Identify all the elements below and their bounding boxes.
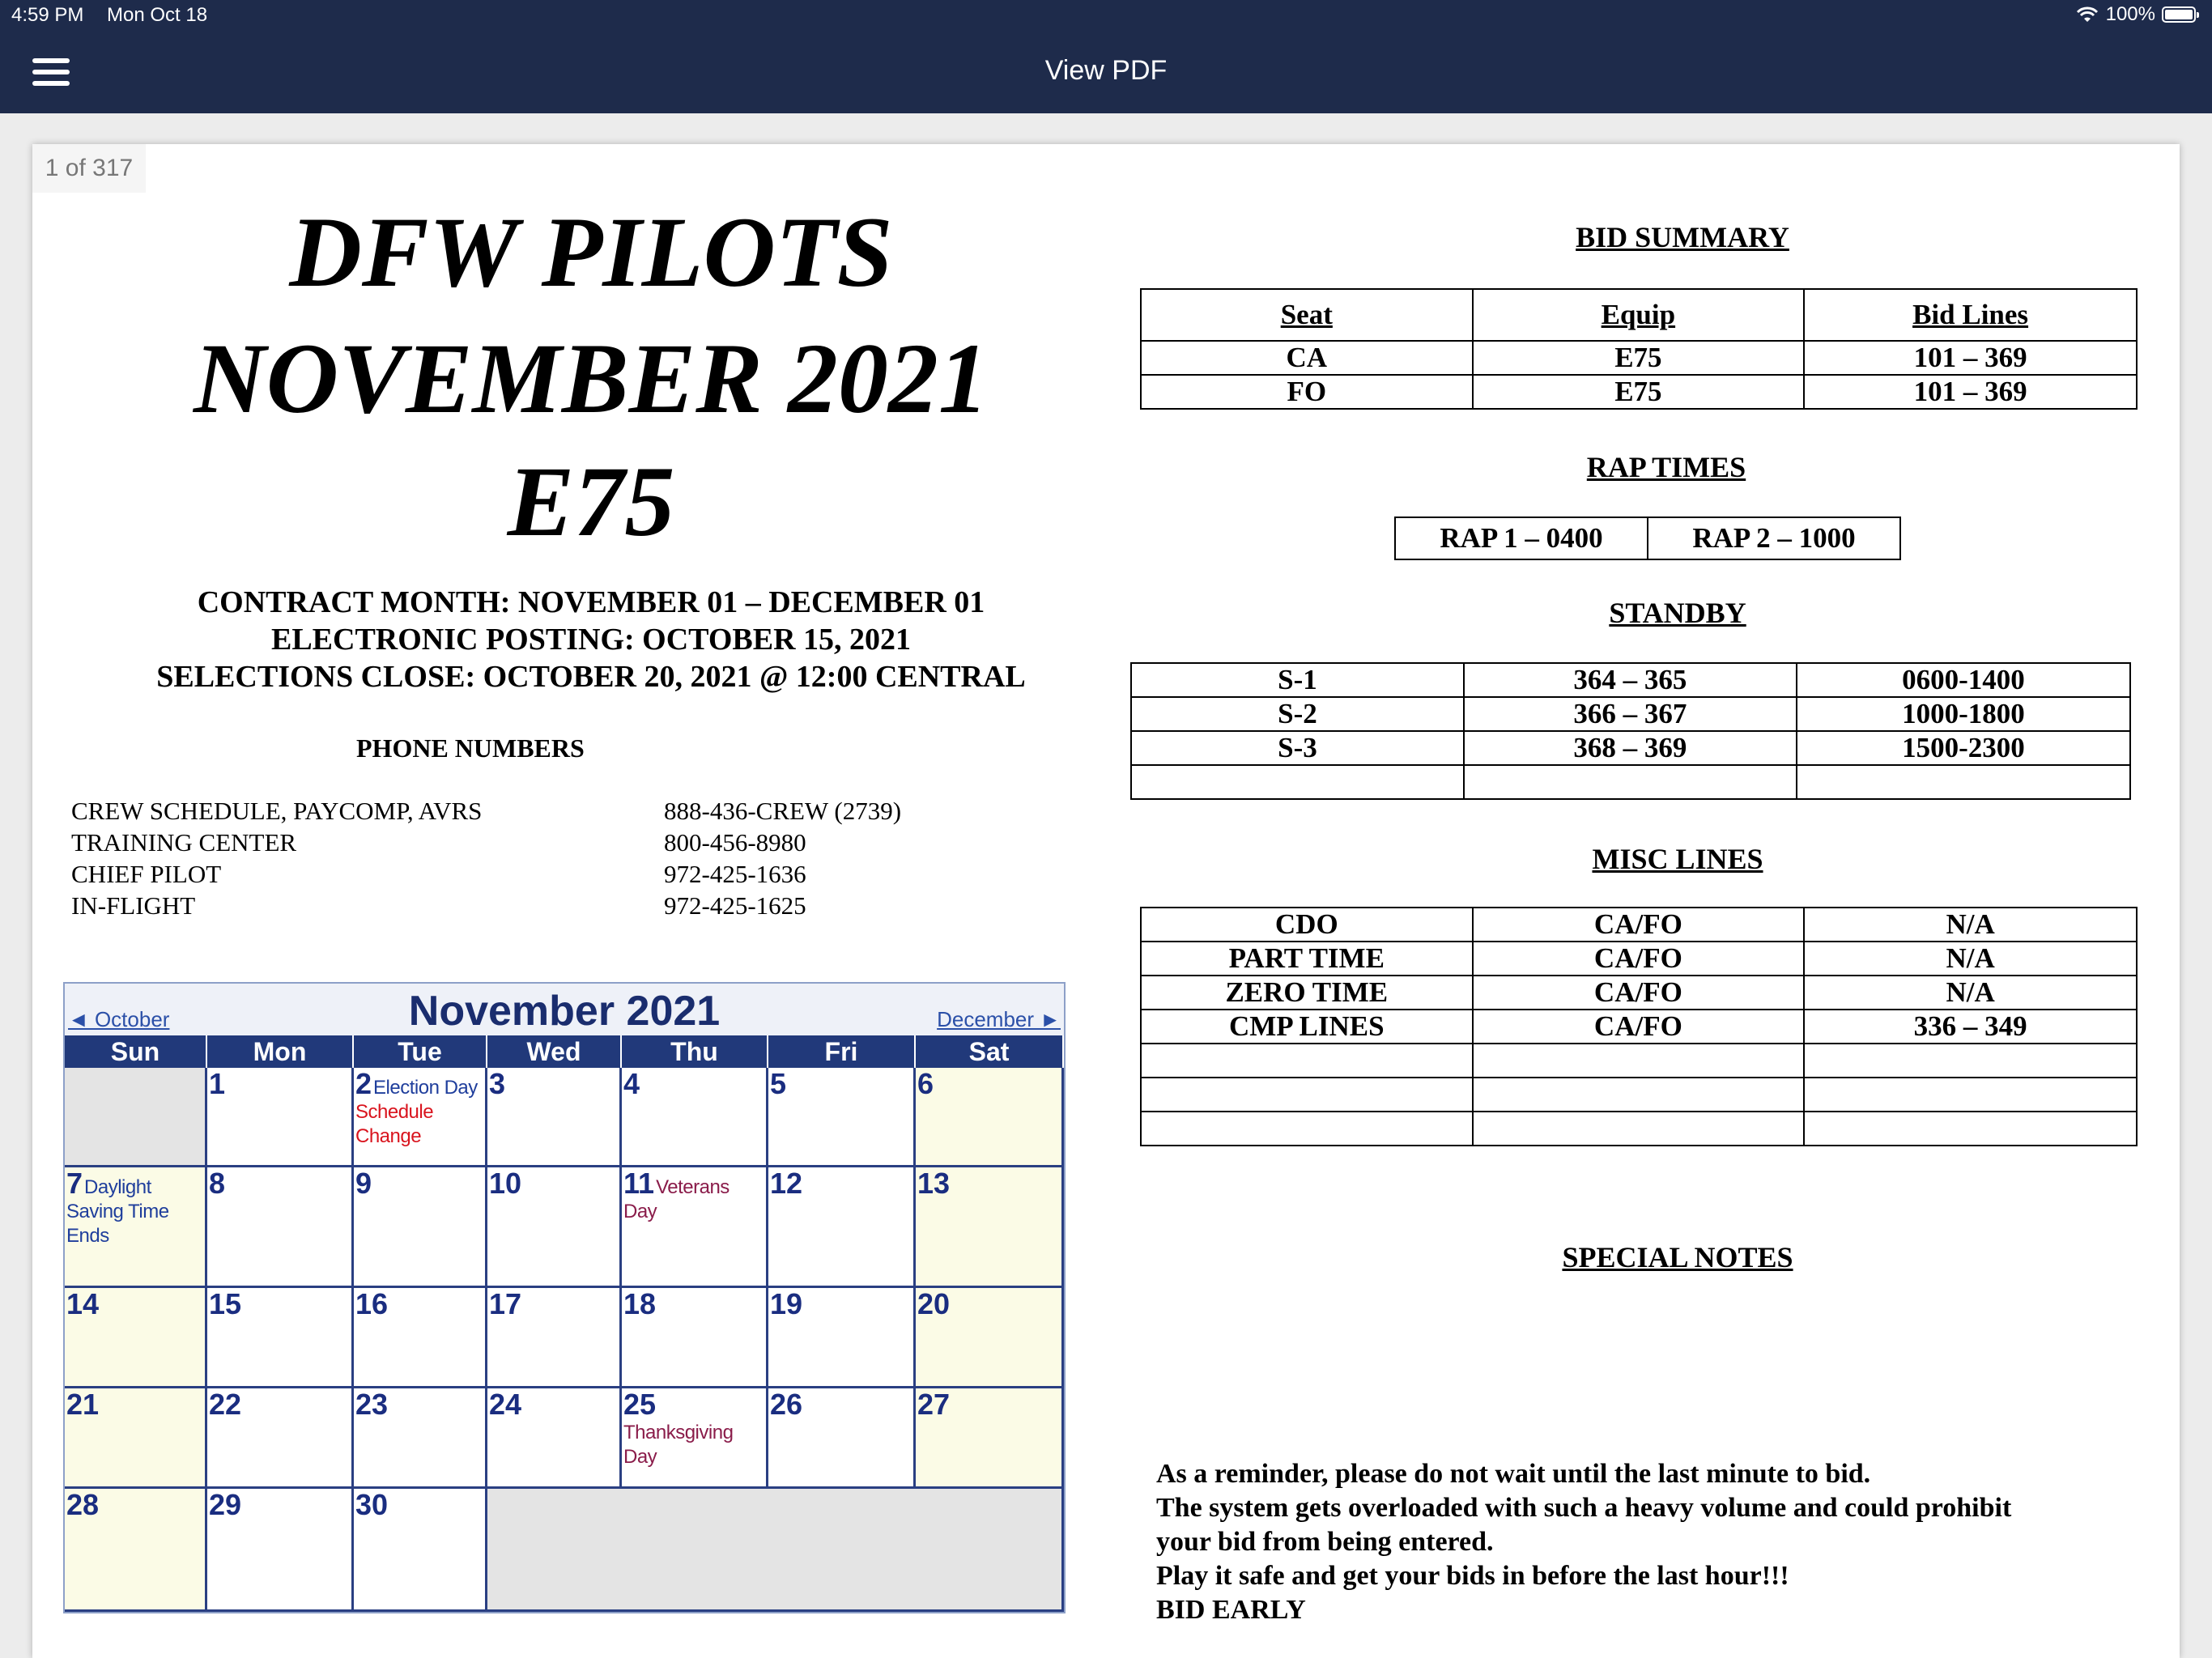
calendar-day[interactable] (207, 1388, 354, 1489)
calendar-day[interactable] (916, 1288, 1064, 1388)
weekday-header: Thu (622, 1035, 768, 1068)
table-cell (1131, 765, 1464, 799)
selections-close: SELECTIONS CLOSE: OCTOBER 20, 2021 @ 12:00 CENTRAL (156, 660, 1026, 694)
title-line-1: DFW PILOTS (289, 197, 893, 308)
table-cell: ZERO TIME (1141, 976, 1473, 1010)
phone-name: TRAINING CENTER (71, 828, 297, 857)
nav-title: View PDF (1044, 55, 1168, 86)
header-seat: Seat (1141, 289, 1473, 341)
table-row (1131, 765, 2130, 799)
battery-icon (2162, 6, 2196, 23)
day-number: 26 (770, 1388, 803, 1421)
day-number: 12 (770, 1167, 803, 1200)
calendar-day[interactable] (622, 1288, 768, 1388)
day-number: 30 (355, 1489, 389, 1521)
day-number: 1 (209, 1068, 226, 1100)
table-cell (1804, 1044, 2137, 1078)
table-row (1141, 1112, 2137, 1146)
table-row (1131, 663, 2130, 697)
phone-number: 972-425-1636 (664, 860, 806, 888)
status-time: 4:59 PM (11, 4, 84, 26)
table-cell: 0600-1400 (1797, 663, 2130, 697)
calendar-day[interactable] (487, 1068, 622, 1167)
phone-number: 888-436-CREW (2739) (664, 797, 902, 825)
nav-bar (0, 32, 2212, 113)
day-number: 7 (66, 1167, 83, 1200)
rap-times-heading: RAP TIMES (1586, 451, 1746, 483)
phone-number: 800-456-8980 (664, 828, 806, 857)
calendar-day[interactable] (354, 1388, 487, 1489)
note-line: Play it safe and get your bids in before the last hour!!! (1156, 1561, 1789, 1591)
standby-table (1130, 662, 2131, 800)
day-number: 11 (623, 1167, 655, 1200)
calendar-title: November 2021 (408, 988, 721, 1035)
day-number: 25 (623, 1388, 657, 1421)
calendar-day[interactable] (354, 1068, 487, 1167)
table-cell: CA/FO (1473, 908, 1805, 942)
table-row (1141, 942, 2137, 976)
table-cell (1464, 765, 1797, 799)
table-row (1131, 697, 2130, 731)
table-cell (1473, 1044, 1805, 1078)
day-note: Day (623, 1446, 657, 1468)
table-row (1141, 1010, 2137, 1044)
calendar-day[interactable] (207, 1167, 354, 1288)
pdf-page[interactable] (32, 144, 2180, 1658)
weekday-header: Fri (768, 1035, 916, 1068)
table-row (1141, 341, 2137, 375)
table-cell: CA/FO (1473, 976, 1805, 1010)
day-number: 10 (489, 1167, 522, 1200)
table-cell: E75 (1473, 341, 1805, 375)
electronic-posting: ELECTRONIC POSTING: OCTOBER 15, 2021 (270, 623, 912, 657)
calendar-day[interactable] (768, 1068, 916, 1167)
note-line: your bid from being entered. (1156, 1527, 1494, 1557)
day-number: 28 (66, 1489, 100, 1521)
note-line: BID EARLY (1156, 1595, 1306, 1625)
table-cell (1804, 1078, 2137, 1112)
table-cell (1804, 1112, 2137, 1146)
calendar-day[interactable] (487, 1167, 622, 1288)
status-date: Mon Oct 18 (107, 4, 208, 26)
table-row (1141, 1044, 2137, 1078)
table-cell (1141, 1044, 1473, 1078)
table-row (1395, 517, 1900, 559)
contract-month: CONTRACT MONTH: NOVEMBER 01 – DECEMBER 01 (197, 585, 985, 619)
page-indicator: 1 of 317 (32, 144, 146, 193)
bid-summary-heading: BID SUMMARY (1576, 221, 1789, 253)
header-equip: Equip (1473, 289, 1805, 341)
special-notes (1156, 1457, 2128, 1627)
calendar-day[interactable] (487, 1288, 622, 1388)
status-right (2075, 3, 2196, 26)
calendar-day[interactable] (916, 1068, 1064, 1167)
table-cell: 1000-1800 (1797, 697, 2130, 731)
day-number: 6 (917, 1068, 934, 1100)
calendar-day[interactable] (65, 1288, 207, 1388)
table-cell: S-3 (1131, 731, 1464, 765)
weekday-header: Tue (354, 1035, 487, 1068)
day-note: Schedule (355, 1101, 434, 1123)
table-cell: CDO (1141, 908, 1473, 942)
misc-lines-heading: MISC LINES (1592, 843, 1763, 875)
rap-times-table (1394, 517, 1901, 560)
calendar-day[interactable] (768, 1288, 916, 1388)
calendar-day[interactable] (768, 1388, 916, 1489)
phone-numbers-heading: PHONE NUMBERS (356, 733, 585, 763)
table-row (1141, 375, 2137, 409)
table-cell: PART TIME (1141, 942, 1473, 976)
day-number: 8 (209, 1167, 226, 1200)
table-cell: 101 – 369 (1804, 341, 2137, 375)
status-bar (0, 0, 2212, 32)
weekday-header: Wed (487, 1035, 622, 1068)
day-note: Change (355, 1125, 422, 1147)
phone-name: CHIEF PILOT (71, 860, 222, 888)
day-number: 20 (917, 1288, 951, 1320)
day-note: Ends (66, 1225, 109, 1247)
table-row (1131, 731, 2130, 765)
table-cell: FO (1141, 375, 1473, 409)
table-cell: 366 – 367 (1464, 697, 1797, 731)
header-bid-lines: Bid Lines (1804, 289, 2137, 341)
calendar-day[interactable] (354, 1489, 487, 1612)
calendar-day[interactable] (207, 1068, 354, 1167)
table-cell (1797, 765, 2130, 799)
day-note: Day (623, 1201, 657, 1222)
table-cell: CA/FO (1473, 1010, 1805, 1044)
calendar-empty-cell (65, 1068, 207, 1167)
day-number: 5 (770, 1068, 787, 1100)
day-number: 23 (355, 1388, 389, 1421)
calendar-day[interactable] (622, 1068, 768, 1167)
calendar-day[interactable] (622, 1167, 768, 1288)
title-line-3: E75 (507, 446, 675, 557)
day-number: 17 (489, 1288, 522, 1320)
table-cell: CA (1141, 341, 1473, 375)
table-cell: N/A (1804, 942, 2137, 976)
day-number: 19 (770, 1288, 803, 1320)
phone-number: 972-425-1625 (664, 891, 806, 920)
day-number: 24 (489, 1388, 522, 1421)
table-cell: 1500-2300 (1797, 731, 2130, 765)
day-number: 29 (209, 1489, 242, 1521)
day-note: Daylight (84, 1176, 151, 1198)
day-number: 16 (355, 1288, 389, 1320)
table-cell: CA/FO (1473, 942, 1805, 976)
weekday-header: Mon (207, 1035, 354, 1068)
day-note: Election Day (373, 1077, 478, 1099)
day-number: 4 (623, 1068, 640, 1100)
table-cell: CMP LINES (1141, 1010, 1473, 1044)
table-cell: S-1 (1131, 663, 1464, 697)
day-number: 3 (489, 1068, 506, 1100)
calendar-day[interactable] (65, 1167, 207, 1288)
table-cell (1141, 1112, 1473, 1146)
calendar-day[interactable] (354, 1288, 487, 1388)
table-row (1141, 976, 2137, 1010)
rap-1: RAP 1 – 0400 (1395, 517, 1648, 559)
day-number: 15 (209, 1288, 242, 1320)
calendar-prev-link[interactable]: ◄ October (68, 1007, 170, 1031)
day-number: 14 (66, 1288, 100, 1320)
day-number: 22 (209, 1388, 242, 1421)
table-cell: 101 – 369 (1804, 375, 2137, 409)
phone-name: CREW SCHEDULE, PAYCOMP, AVRS (71, 797, 483, 825)
day-number: 18 (623, 1288, 657, 1320)
standby-heading: STANDBY (1609, 597, 1746, 629)
title-line-2: NOVEMBER 2021 (194, 323, 989, 434)
calendar-next-link[interactable]: December ► (937, 1007, 1061, 1031)
calendar-day[interactable] (916, 1167, 1064, 1288)
calendar-grid (65, 1035, 1064, 1612)
table-cell: S-2 (1131, 697, 1464, 731)
calendar-day[interactable] (65, 1388, 207, 1489)
calendar (63, 982, 1066, 1613)
battery-percent: 100% (2105, 3, 2155, 25)
calendar-day[interactable] (207, 1288, 354, 1388)
day-number: 13 (917, 1167, 951, 1200)
calendar-day[interactable] (916, 1388, 1064, 1489)
calendar-day[interactable] (207, 1489, 354, 1612)
day-note: Veterans (656, 1176, 730, 1198)
table-row (1141, 1078, 2137, 1112)
weekday-header: Sat (916, 1035, 1064, 1068)
day-note: Saving Time (66, 1201, 169, 1222)
table-cell: 368 – 369 (1464, 731, 1797, 765)
day-note: Thanksgiving (623, 1422, 734, 1443)
wifi-icon (2075, 6, 2099, 23)
table-cell (1141, 1078, 1473, 1112)
table-cell: 364 – 365 (1464, 663, 1797, 697)
calendar-header (65, 984, 1064, 1035)
calendar-empty-cell (487, 1489, 1064, 1612)
note-line: The system gets overloaded with such a heavy volume and could prohibit (1156, 1493, 2012, 1523)
misc-lines-table (1140, 907, 2138, 1146)
table-cell: E75 (1473, 375, 1805, 409)
day-number: 27 (917, 1388, 951, 1421)
calendar-day[interactable] (487, 1388, 622, 1489)
table-row (1141, 908, 2137, 942)
table-cell: N/A (1804, 976, 2137, 1010)
day-number: 21 (66, 1388, 100, 1421)
day-number: 2 (355, 1068, 372, 1100)
weekday-header: Sun (65, 1035, 207, 1068)
table-cell: 336 – 349 (1804, 1010, 2137, 1044)
calendar-day[interactable] (65, 1489, 207, 1612)
phone-name: IN-FLIGHT (71, 891, 196, 920)
table-cell (1473, 1078, 1805, 1112)
calendar-day[interactable] (354, 1167, 487, 1288)
bid-summary-table (1140, 288, 2138, 410)
day-number: 9 (355, 1167, 372, 1200)
calendar-day[interactable] (622, 1388, 768, 1489)
rap-2: RAP 2 – 1000 (1648, 517, 1900, 559)
calendar-day[interactable] (768, 1167, 916, 1288)
table-cell (1473, 1112, 1805, 1146)
table-cell: N/A (1804, 908, 2137, 942)
note-line: As a reminder, please do not wait until the last minute to bid. (1156, 1459, 1871, 1489)
special-notes-heading: SPECIAL NOTES (1562, 1241, 1793, 1273)
